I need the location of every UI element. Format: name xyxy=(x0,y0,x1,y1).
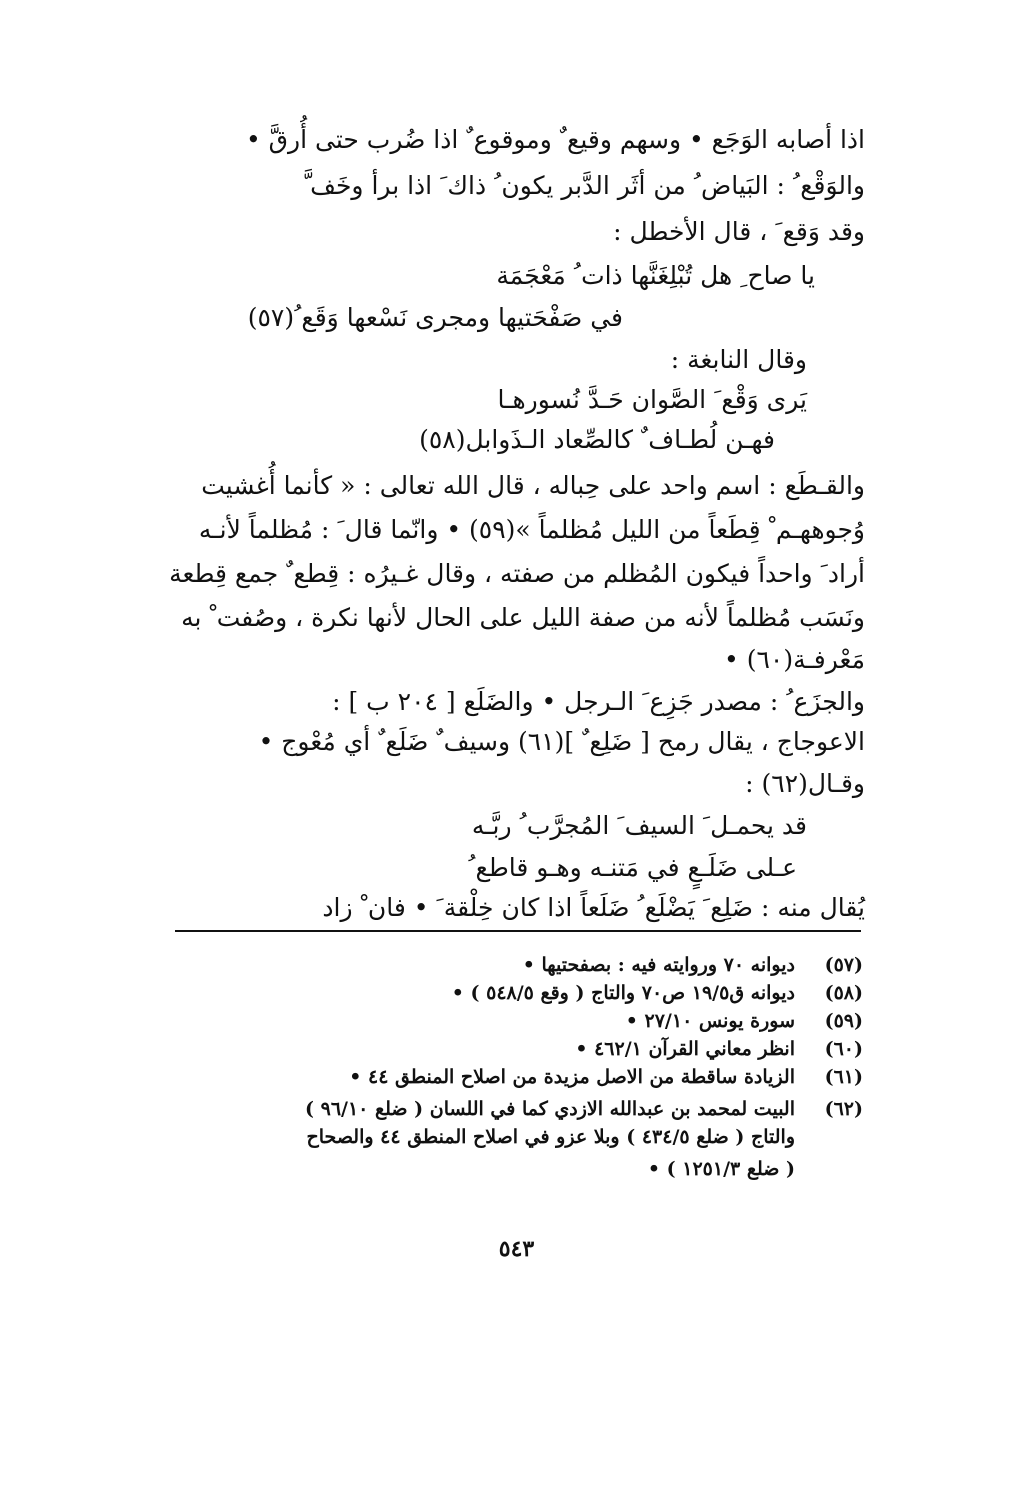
footnote-number: (٥٧) xyxy=(824,954,863,976)
text-line: وقد وَقع َ ، قال الأخطل : xyxy=(613,217,865,246)
footnote-text: البيت لمحمد بن عبدالله الازدي كما في اللسان ( ضلع ٩٦/١٠ ) xyxy=(305,1098,795,1120)
text-line: وقال النابغة : xyxy=(670,345,807,374)
text-line: والقـطَع : اسم واحد على حِباله ، قال الله تعالى : « كأنما أُغشيت xyxy=(201,471,865,500)
footnote xyxy=(349,1064,863,1090)
text-line: والجزَع ُ : مصدر جَزِع َ الـرجل • والضَلَع [ ٢٠٤ ب ] : xyxy=(332,687,865,716)
footnote-number: (٦١) xyxy=(824,1066,863,1088)
text-line: يُقال منه : ضَلِع َ يَضْلَع ُ ضَلَعاً اذا كان خِلْقة َ • فان ْ زاد xyxy=(322,893,865,922)
footnote-number: (٥٨) xyxy=(824,982,863,1004)
verse-line: قد يحمـل َ السيف َ المُجرَّب ُ ربَّـه xyxy=(471,811,807,840)
text-line: الاعوجاج ، يقال رمح [ ضَلِع ٌ ](٦١) وسيف ٌ ضَلَع ٌ أي مُعْوج • xyxy=(258,727,865,756)
footnote-continuation xyxy=(648,1156,795,1182)
text-line: ونَسَب مُظلماً لأنه من صفة الليل على الحال لأنها نكرة ، وصُفت ْ به xyxy=(181,603,865,632)
footnote-text: سورة يونس ٢٧/١٠ • xyxy=(625,1010,795,1032)
footnote-text: والتاج ( ضلع ٤٣٤/٥ ) وبلا عزو في اصلاح المنطق ٤٤ والصحاح xyxy=(306,1126,795,1148)
footnote xyxy=(523,952,863,978)
page-number: ٥٤٣ xyxy=(498,1236,535,1262)
footnote xyxy=(575,1036,863,1062)
footnote xyxy=(626,1008,863,1034)
text-line: وُجوههـم ْ قِطَعاً من الليل مُظلماً »(٥٩) • وانّما قال َ : مُظلماً لأنـه xyxy=(198,515,865,544)
footnote-number: (٦٠) xyxy=(824,1038,863,1060)
footnote-number: (٥٩) xyxy=(824,1010,863,1032)
verse-line: عـلى ضَلَـعٍ في مَتنـه وهـو قاطع ُ xyxy=(468,853,797,882)
footnote xyxy=(452,980,863,1006)
footnote xyxy=(305,1096,863,1122)
verse-line: فهـن لُطـاف ٌ كالصِّعاد الـذَوابل(٥٨) xyxy=(419,425,775,454)
text-line: اذا أصابه الوَجَع • وسهم وقيع ٌ وموقوع ٌ اذا ضُرب حتى أُرقَّ • xyxy=(245,125,865,154)
verse-line: في صَفْحَتيها ومجرى نَسْعها وَقَع ُ(٥٧) xyxy=(247,303,623,332)
footnote-text: ديوانه ٧٠ وروايته فيه : بصفحتيها • xyxy=(522,954,795,976)
footnote-text: ( ضلع ١٢٥١/٣ ) • xyxy=(647,1158,795,1180)
footnote-number: (٦٢) xyxy=(824,1098,863,1120)
text-line: أراد َ واحداً فيكون المُظلم من صفته ، وقال غـيرُه : قِطع ٌ جمع قِطعة xyxy=(169,559,865,588)
footnote-text: ديوانه ق١٩/٥ ص٧٠ والتاج ( وقع ٥٤٨/٥ ) • xyxy=(451,982,795,1004)
footnote-text: انظر معاني القرآن ٤٦٢/١ • xyxy=(575,1038,795,1060)
verse-line: يا صاح ِ هل تُبْلِغَنَّها ذات ُ مَعْجَمَة xyxy=(496,261,815,290)
text-line: وقـال(٦٢) : xyxy=(745,769,865,798)
footnote-text: الزيادة ساقطة من الاصل مزيدة من اصلاح المنطق ٤٤ • xyxy=(349,1066,795,1088)
footnote-separator xyxy=(175,930,861,932)
footnote-continuation xyxy=(307,1124,796,1150)
verse-line: يَرى وَقْع َ الصَّوان حَـدَّ نُسورهـا xyxy=(497,385,807,414)
text-line: مَعْرفـة(٦٠) • xyxy=(724,645,865,674)
text-line: والوَقْع ُ : البَياض ُ من أثَر الدَّبر يكون ُ ذاك َ اذا برأ وخَف َّ xyxy=(302,171,865,200)
